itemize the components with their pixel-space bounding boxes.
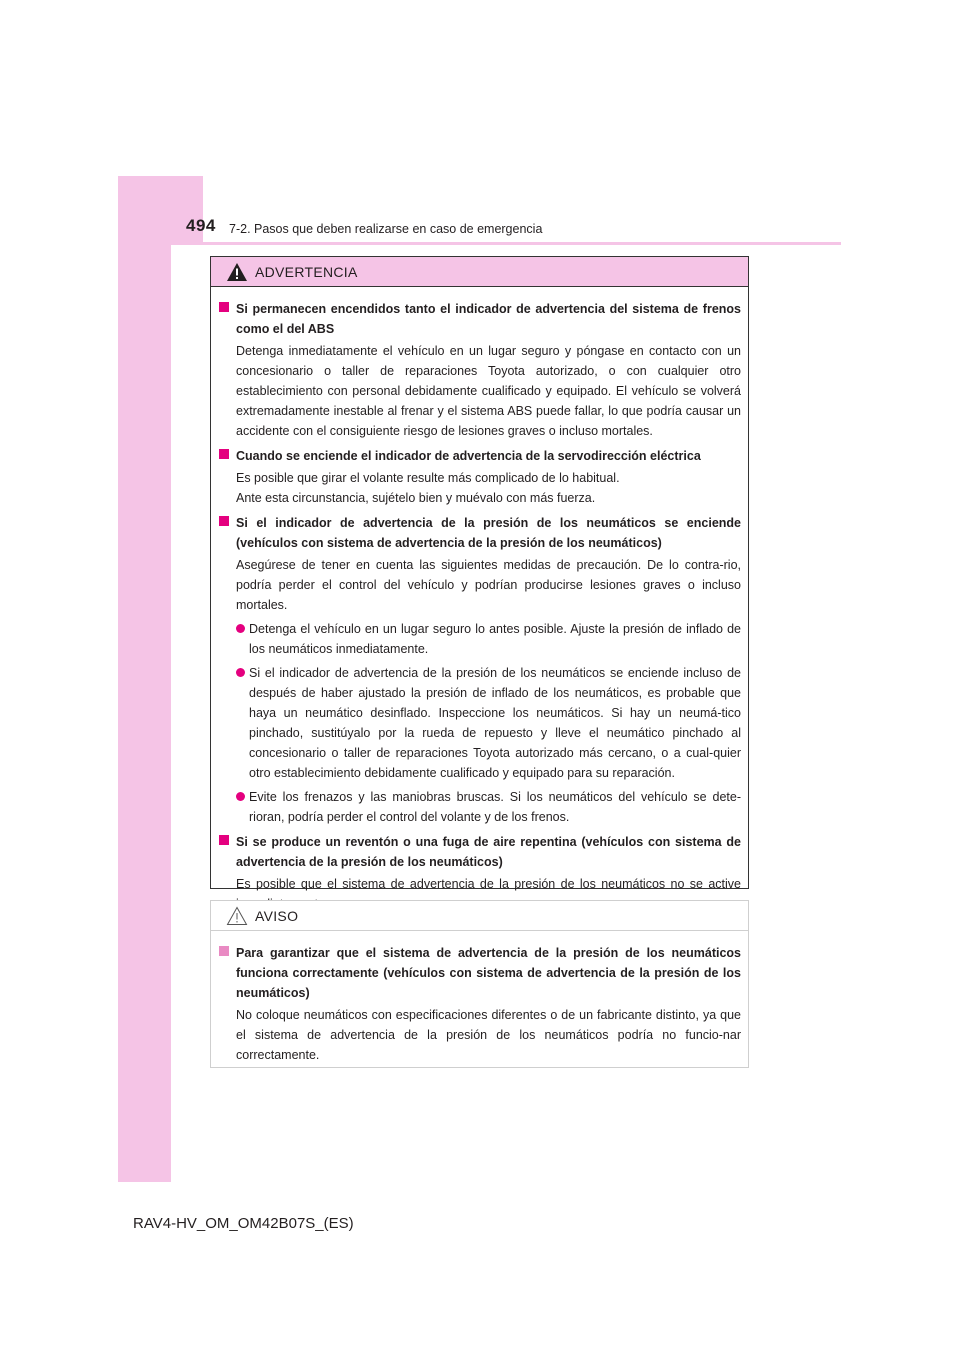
warning-item-title: Cuando se enciende el indicador de advertencia de la servodirección eléctrica: [236, 449, 701, 463]
square-bullet-icon: [219, 946, 229, 956]
warning-triangle-icon: [226, 262, 248, 282]
warning-item-title: Si el indicador de advertencia de la presión de los neumáticos se enciende (vehículos con sistema de advertencia de la presión de los neumáticos): [236, 516, 741, 550]
section-title: 7-2. Pasos que deben realizarse en caso de emergencia: [229, 222, 543, 236]
round-bullet-item: [236, 663, 741, 783]
notice-item-title: Para garantizar que el sistema de advertencia de la presión de los neumáticos funciona correctamente (vehículos con sistema de advertencia de la presión de los neumáticos): [236, 946, 741, 1000]
warning-item-text: Detenga inmediatamente el vehículo en un lugar seguro y póngase en contacto con un concesionario o taller de reparaciones Toyota autorizado, o con cualquier otro establecimiento con personal debidamente cualificado y equipado. El vehículo se volverá extremadamente inestable al frenar y el sistema ABS puede fallar, lo que podría causar un accidente con el consiguiente riesgo de lesiones graves o incluso mortales.: [236, 344, 741, 438]
notice-label: AVISO: [255, 908, 299, 924]
bullet-text: Si el indicador de advertencia de la presión de los neumáticos se enciende incluso de después de haber ajustado la presión de inflado de los neumáticos, es probable que haya un neumático desinflado. Inspeccione los neumáticos. Si hay un neumá-tico pinchado, sustitúyalo por la rueda de repuesto y lleve el neumático pinchado al concesionario o taller de reparaciones Toyota autorizado más cercano, o a cual-quier otro establecimiento debidamente cualificado y equipado para su reparación.: [249, 666, 741, 780]
footer-manual-code: RAV4-HV_OM_OM42B07S_(ES): [133, 1215, 354, 1232]
header-rule: [118, 242, 841, 245]
round-bullet-icon: [236, 624, 245, 633]
notice-box: [210, 900, 749, 1068]
side-color-band: [118, 176, 171, 1182]
bullet-text: Detenga el vehículo en un lugar seguro lo antes posible. Ajuste la presión de inflado de los neumáticos inmediatamente.: [249, 622, 741, 656]
caution-triangle-icon: [226, 906, 248, 926]
page-number: 494: [186, 216, 216, 235]
warning-item-text: Es posible que el sistema de advertencia de la presión de los neumáticos no se active: [236, 877, 741, 891]
square-bullet-icon: [219, 302, 229, 312]
warning-item-text: Asegúrese de tener en cuenta las siguientes medidas de precaución. De lo contra-rio, podría perder el control del vehículo y podrían producirse lesiones graves o incluso mortales.: [236, 558, 741, 612]
round-bullet-icon: [236, 668, 245, 677]
warning-item: [218, 446, 741, 508]
round-bullet-item: [236, 787, 741, 827]
warning-label: ADVERTENCIA: [255, 264, 358, 280]
warning-item-title: Si permanecen encendidos tanto el indicador de advertencia del sistema de frenos como el del ABS: [236, 302, 741, 336]
round-bullet-item: [236, 619, 741, 659]
square-bullet-icon: [219, 835, 229, 845]
square-bullet-icon: [219, 449, 229, 459]
warning-item-text: Es posible que girar el volante resulte más complicado de lo habitual.: [236, 471, 620, 485]
warning-item: [218, 513, 741, 827]
warning-box: [210, 256, 749, 889]
notice-box-header: [211, 901, 748, 931]
square-bullet-icon: [219, 516, 229, 526]
warning-item-title: Si se produce un reventón o una fuga de aire repentina (vehículos con sistema de advertencia de la presión de los neumáticos): [236, 835, 741, 869]
warning-box-header: [211, 257, 748, 287]
notice-item: [218, 943, 741, 1065]
bullet-text: Evite los frenazos y las maniobras bruscas. Si los neumáticos del vehículo se dete-rioran, podría perder el control del volante y de los frenos.: [249, 790, 741, 824]
notice-item-text: No coloque neumáticos con especificaciones diferentes o de un fabricante distinto, ya que el sistema de advertencia de la presión de los neumáticos podría no funcio-nar correctamente.: [236, 1008, 741, 1062]
round-bullet-icon: [236, 792, 245, 801]
warning-item-text: Ante esta circunstancia, sujételo bien y muévalo con más fuerza.: [236, 491, 596, 505]
warning-item: [218, 299, 741, 441]
